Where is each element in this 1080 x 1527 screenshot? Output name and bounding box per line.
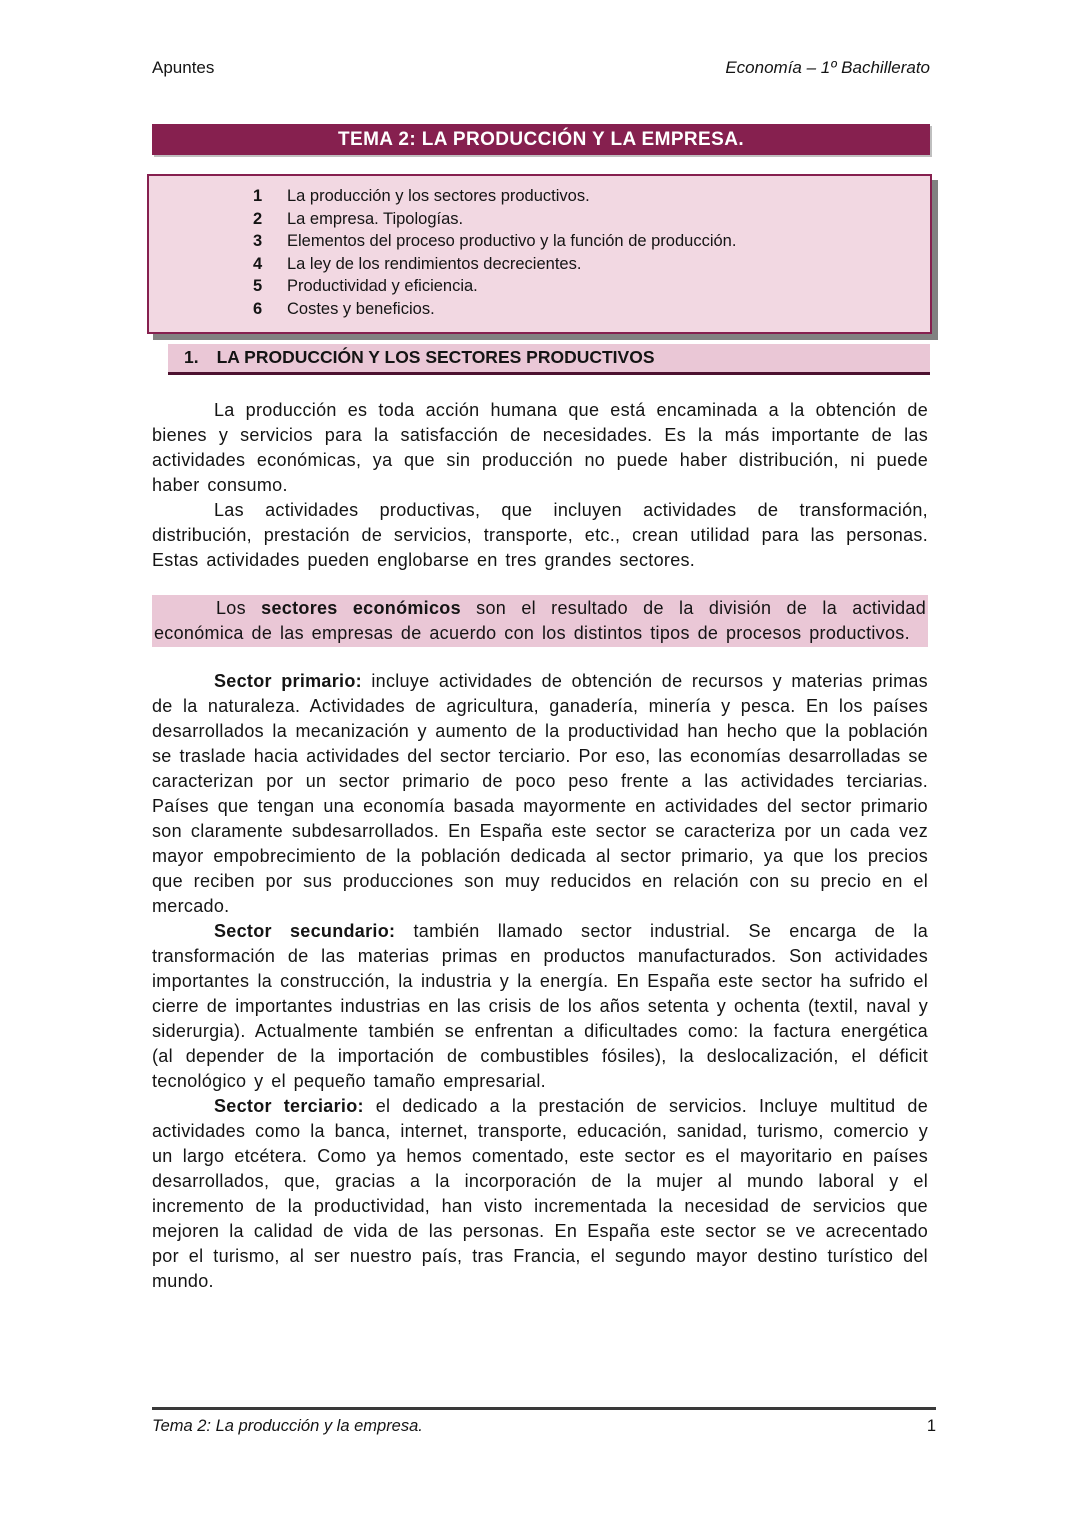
document-body	[152, 398, 928, 1294]
index-item-label: La empresa. Tipologías.	[287, 209, 464, 228]
sector-secundario-label: Sector secundario:	[214, 921, 396, 941]
section-heading	[168, 344, 930, 375]
section-number: 1.	[184, 347, 199, 367]
index-item	[253, 230, 912, 253]
title-banner	[152, 124, 930, 155]
footer-chapter-title: Tema 2: La producción y la empresa.	[152, 1417, 423, 1435]
index-item-label: La ley de los rendimientos decrecientes.	[287, 254, 582, 273]
paragraph-sector-terciario	[152, 1094, 928, 1294]
paragraph-actividades-productivas: Las actividades productivas, que incluyen actividades de transformación, distribución, prestación de servicios, transporte, etc., crean utilidad para las personas. Estas actividades pueden englobarse en tres grandes sectores.	[152, 500, 928, 570]
sector-secundario-text: también llamado sector industrial. Se encarga de la transformación de las materias primas en productos manufacturados. Son actividades importantes la construcción, la industria y la energía. En España este sector ha sufrido el cierre de importantes industrias en las crisis de los años setenta y ochenta (textil, naval y siderurgia). Actualmente también se enfrentan a dificultades como: la factura energética (al depender de la importación de combustibles fósiles), la deslocalización, el déficit tecnológico y el pequeño tamaño empresarial.	[152, 921, 929, 1091]
index-box	[147, 174, 932, 334]
index-item-label: La producción y los sectores productivos.	[287, 187, 590, 205]
definition-sectores-economicos	[152, 595, 928, 647]
section-title: LA PRODUCCIÓN Y LOS SECTORES PRODUCTIVOS	[216, 347, 655, 367]
paragraph-sector-primario	[152, 669, 928, 919]
page-number: 1	[926, 1417, 936, 1435]
page-header	[152, 58, 930, 78]
page-footer	[152, 1407, 936, 1436]
index-item-number: 3	[253, 232, 263, 250]
sector-primario-text: incluye actividades de obtención de recursos y materias primas de la naturaleza. Actividades de agricultura, ganadería, minería y pesca. En los países desarrollados la mecanización y aumento de la productividad han hecho que la población se traslade hacia actividades del sector terciario. Por eso, las economías desarrolladas se caracterizan por un sector primario de poco peso frente a las actividades terciarias. Países que tengan una economía basada mayormente en actividades del sector primario son claramente subdesarrollados. En España este sector se caracteriza por un cada vez mayor empobrecimiento de la población dedicada al sector primario, ya que los precios que reciben por sus producciones son muy reducidos en relación con su precio en el mercado.	[152, 671, 928, 916]
page-title: TEMA 2: LA PRODUCCIÓN Y LA EMPRESA.	[338, 128, 744, 150]
index-item	[253, 208, 912, 231]
index-item	[253, 253, 912, 276]
index-item-label: Elementos del proceso productivo y la función de producción.	[287, 232, 737, 250]
sector-terciario-text: el dedicado a la prestación de servicios. Incluye multitud de actividades como la banca, internet, transporte, educación, sanidad, turismo, comercio y un largo etcétera. Como ya hemos comentado, este sector es el mayoritario en países desarrollados, que, gracias a la incorporación de la mujer al mundo laboral y el incremento de la productividad, han visto incrementada la necesidad de servicios que mejoren la calidad de vida de las personas. En España este sector se ve acrecentado por el turismo, al ser nuestro país, tras Francia, el segundo mayor destino turístico del mundo.	[152, 1096, 928, 1291]
paragraph-sector-secundario	[152, 919, 928, 1094]
index-item-number: 2	[253, 209, 263, 228]
definition-rest: son el resultado de la división de la actividad económica de las empresas de acuerdo con los distintos tipos de procesos productivos.	[154, 598, 927, 643]
index-item-number: 5	[253, 277, 263, 295]
index-item-label: Productividad y eficiencia.	[287, 277, 478, 295]
paragraph-la-produccion: La producción es toda acción humana que está encaminada a la obtención de bienes y servicios para la satisfacción de necesidades. Es la más importante de las actividades económicas, ya que sin producción no puede haber distribución, ni puede haber consumo.	[152, 400, 928, 495]
definition-lead: Los	[216, 598, 262, 618]
header-document-type: Apuntes	[152, 58, 215, 77]
index-item-number: 4	[253, 254, 263, 273]
sector-terciario-label: Sector terciario:	[214, 1096, 364, 1116]
index-item-number: 6	[253, 299, 263, 318]
sector-primario-label: Sector primario:	[214, 671, 362, 691]
index-item	[253, 298, 912, 321]
index-item-number: 1	[253, 187, 263, 205]
index-item-label: Costes y beneficios.	[287, 299, 435, 318]
index-item	[253, 275, 912, 298]
definition-term: sectores económicos	[261, 598, 461, 618]
header-subject: Economía – 1º Bachillerato	[725, 58, 930, 77]
index-item	[253, 185, 912, 208]
